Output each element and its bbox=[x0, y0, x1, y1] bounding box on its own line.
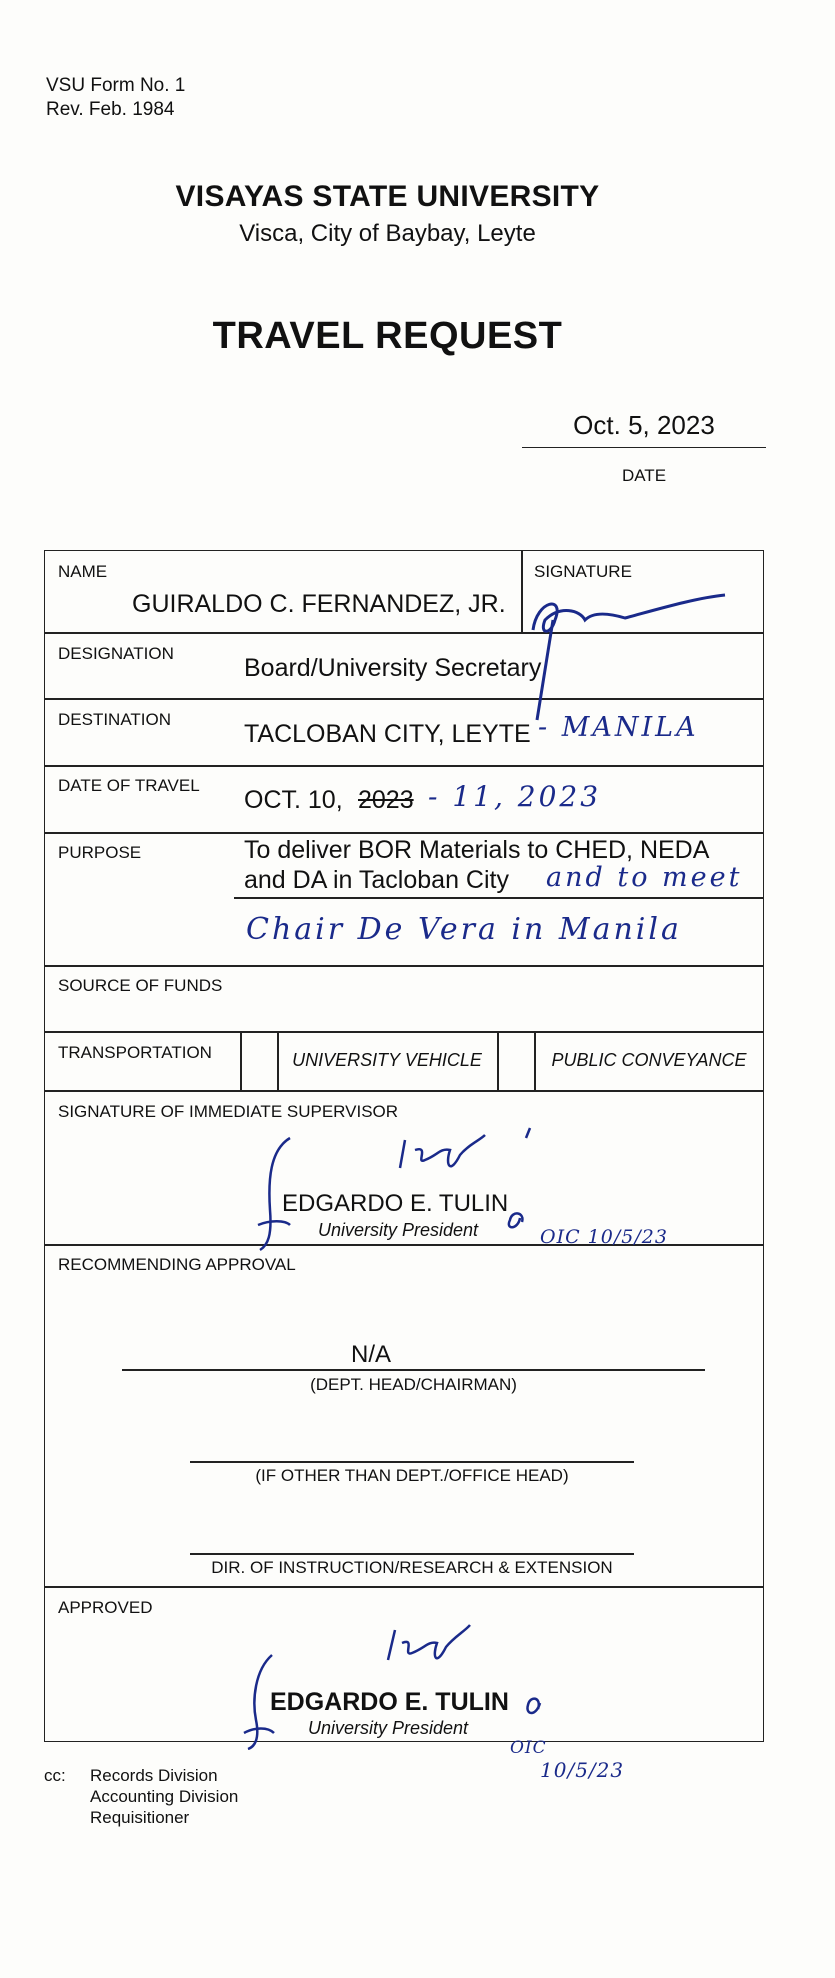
form-number-block bbox=[46, 74, 185, 122]
destination-handwritten: - MANILA bbox=[538, 712, 699, 743]
cc-item: Records Division bbox=[90, 1766, 218, 1785]
date-label: DATE bbox=[621, 466, 667, 485]
dept-head-caption: (DEPT. HEAD/CHAIRMAN) bbox=[310, 1375, 517, 1394]
row-divider bbox=[44, 1031, 764, 1033]
destination-label: DESTINATION bbox=[58, 710, 172, 729]
form-number: VSU Form No. 1 bbox=[46, 75, 186, 96]
director-line bbox=[190, 1553, 634, 1555]
signature-divider bbox=[521, 550, 523, 632]
designation-label: DESIGNATION bbox=[58, 644, 174, 663]
designation-value: Board/University Secretary bbox=[244, 654, 542, 682]
row-divider bbox=[44, 965, 764, 967]
request-date: Oct. 5, 2023 bbox=[573, 410, 715, 440]
purpose-handwritten-1: and to meet bbox=[546, 862, 743, 893]
approved-label: APPROVED bbox=[58, 1598, 153, 1617]
transport-public-conveyance: PUBLIC CONVEYANCE bbox=[551, 1050, 747, 1070]
date-of-travel-label: DATE OF TRAVEL bbox=[58, 776, 200, 795]
row-divider bbox=[44, 832, 764, 834]
supervisor-title: University President bbox=[318, 1220, 479, 1240]
supervisor-label: SIGNATURE OF IMMEDIATE SUPERVISOR bbox=[58, 1102, 399, 1121]
transport-divider bbox=[240, 1031, 242, 1090]
row-divider bbox=[44, 1586, 764, 1588]
approver-handwritten-note-1: OIC bbox=[510, 1738, 547, 1758]
date-underline bbox=[522, 447, 766, 448]
cc-item: Requisitioner bbox=[90, 1808, 190, 1827]
name-label: NAME bbox=[58, 562, 108, 581]
purpose-line-1: To deliver BOR Materials to CHED, NEDA bbox=[244, 836, 710, 864]
supervisor-handwritten-note: OIC 10/5/23 bbox=[540, 1226, 668, 1248]
cc-item: Accounting Division bbox=[90, 1787, 239, 1806]
other-head-caption: (IF OTHER THAN DEPT./OFFICE HEAD) bbox=[255, 1466, 569, 1485]
dept-head-value: N/A bbox=[351, 1341, 392, 1368]
transport-university-vehicle: UNIVERSITY VEHICLE bbox=[292, 1050, 482, 1070]
recommending-label: RECOMMENDING APPROVAL bbox=[58, 1255, 296, 1274]
cc-list bbox=[90, 1765, 238, 1828]
supervisor-name: EDGARDO E. TULIN bbox=[282, 1190, 509, 1217]
transport-divider bbox=[497, 1031, 499, 1090]
form-revision: Rev. Feb. 1984 bbox=[46, 99, 175, 120]
purpose-handwritten-2: Chair De Vera in Manila bbox=[246, 912, 682, 947]
date-of-travel-handwritten: - 11, 2023 bbox=[428, 780, 602, 813]
name-value: GUIRALDO C. FERNANDEZ, JR. bbox=[132, 590, 506, 618]
dept-head-line bbox=[122, 1369, 705, 1371]
applicant-signature bbox=[525, 580, 740, 730]
row-divider bbox=[234, 897, 764, 899]
approver-title: University President bbox=[308, 1718, 469, 1738]
university-name: VISAYAS STATE UNIVERSITY bbox=[175, 180, 600, 213]
date-of-travel-struck-year: 2023 bbox=[358, 786, 414, 814]
source-of-funds-label: SOURCE OF FUNDS bbox=[58, 976, 223, 995]
transportation-label: TRANSPORTATION bbox=[58, 1043, 212, 1062]
university-address: Visca, City of Baybay, Leyte bbox=[239, 220, 536, 247]
form-title: TRAVEL REQUEST bbox=[212, 315, 563, 357]
director-caption: DIR. OF INSTRUCTION/RESEARCH & EXTENSION bbox=[211, 1558, 613, 1577]
row-divider bbox=[44, 1090, 764, 1092]
other-head-line bbox=[190, 1461, 634, 1463]
signature-label: SIGNATURE bbox=[534, 562, 632, 581]
approver-name: EDGARDO E. TULIN bbox=[270, 1688, 509, 1716]
purpose-line-2: and DA in Tacloban City bbox=[244, 866, 509, 894]
date-of-travel-value: OCT. 10, bbox=[244, 786, 343, 814]
purpose-label: PURPOSE bbox=[58, 843, 142, 862]
destination-value: TACLOBAN CITY, LEYTE bbox=[244, 720, 531, 748]
approver-handwritten-note-2: 10/5/23 bbox=[540, 1758, 625, 1782]
row-divider bbox=[44, 765, 764, 767]
cc-label: cc: bbox=[44, 1766, 66, 1785]
